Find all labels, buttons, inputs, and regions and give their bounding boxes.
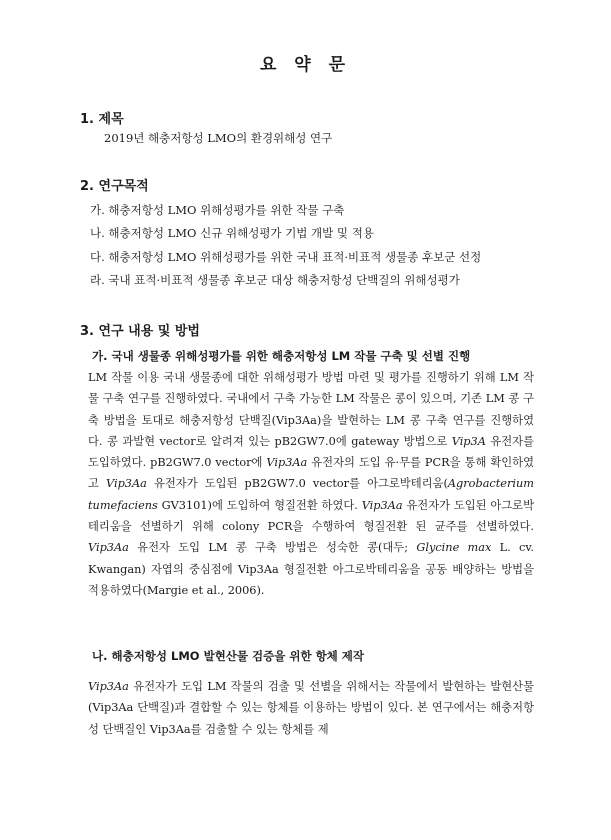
objective-item: 가. 해충저항성 LMO 위해성평가를 위한 작물 구축 [90, 203, 345, 217]
subsection-a-paragraph: LM 작물 이용 국내 생물종에 대한 위해성평가 방법 마련 및 평가를 진행하기 위해 LM 작물 구축 연구를 진행하였다. 국내에서 구축 가능한 LM 작물은 콩이 있으며, 기존 LM 콩 구축 방법을 토대로 해충저항성 단백질(Vip3Aa)을 발현하는 LM 콩 구축 연구를 진행하였다. 콩 과발현 vector로 알려져 있는 pB2GW7.0에 gateway 방법으로 Vip3A 유전자를 도입하였다. pB2GW7.0 vector에 Vip3Aa 유전자의 도입 유·무를 PCR을 통해 확인하였고 Vip3Aa 유전자가 도입된 pB2GW7.0 vector를 아그로박테리움(Agrobacterium tumefaciens GV3101)에 도입하여 형질전환 하였다. Vip3Aa 유전자가 도입된 아그로박테리움을 선별하기 위해 colony PCR을 수행하여 형질전환 된 균주를 선별하였다. Vip3Aa 유전자 도입 LM 콩 구축 방법은 성숙한 콩(대두; Glycine max L. cv. Kwangan) 자엽의 중심점에 Vip3Aa 형질전환 아그로박테리움을 공동 배양하는 방법을 적용하였다(Margie et al., 2006). [88, 371, 534, 597]
subsection-b-paragraph: Vip3Aa 유전자가 도입 LM 작물의 검출 및 선별을 위해서는 작물에서 발현하는 발현산물(Vip3Aa 단백질)과 결합할 수 있는 항체를 이용하는 방법이 있다. 본 연구에서는 해충저항성 단백질인 Vip3Aa를 검출할 수 있는 항체를 제 [88, 680, 534, 736]
section-1-title-text: 2019년 해충저항성 LMO의 환경위해성 연구 [104, 131, 333, 145]
objective-item: 라. 국내 표적·비표적 생물종 후보군 대상 해충저항성 단백질의 위해성평가 [90, 273, 460, 287]
section-2-heading: 2. 연구목적 [80, 179, 149, 194]
page-title: 요 약 문 [259, 55, 352, 75]
section-1-heading: 1. 제목 [80, 112, 124, 127]
subsection-b-heading: 나. 해충저항성 LMO 발현산물 검증을 위한 항체 제작 [92, 649, 365, 663]
section-3-heading: 3. 연구 내용 및 방법 [80, 324, 200, 339]
objective-item: 나. 해충저항성 LMO 신규 위해성평가 기법 개발 및 적용 [90, 226, 374, 240]
subsection-a-heading: 가. 국내 생물종 위해성평가를 위한 해충저항성 LM 작물 구축 및 선별 진행 [92, 349, 471, 363]
objective-item: 다. 해충저항성 LMO 위해성평가를 위한 국내 표적·비표적 생물종 후보군 선정 [90, 250, 482, 264]
